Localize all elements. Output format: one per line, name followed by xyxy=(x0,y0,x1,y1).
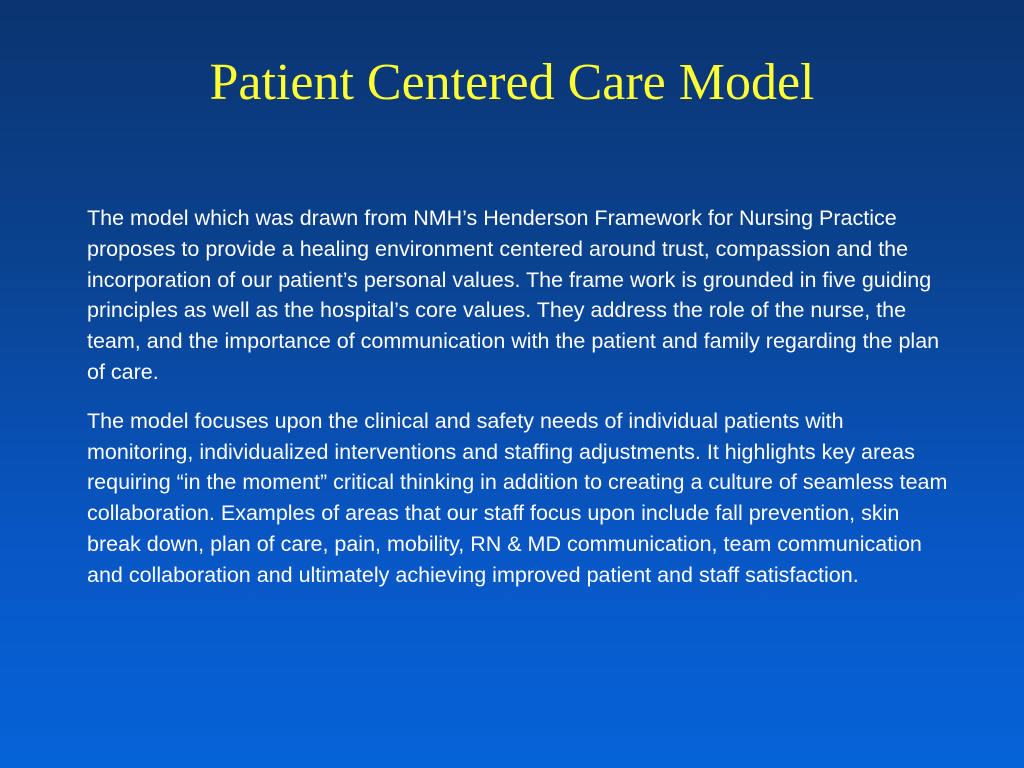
body-paragraph-2: The model focuses upon the clinical and safety needs of individual patients with monitoring, individualized interventions and staffing adjustments. It highlights key areas requiring “in the moment” critical thinking in addition to creating a culture of seamless team collaboration. Examples of areas that our staff focus upon include fall prevention, skin break down, plan of care, pain, mobility, RN & MD communication, team communication and collaboration and ultimately achieving improved patient and staff satisfaction. xyxy=(87,408,948,587)
slide-title: Patient Centered Care Model xyxy=(209,54,815,111)
slide-body xyxy=(87,203,953,609)
body-paragraph-1: The model which was drawn from NMH’s Henderson Framework for Nursing Practice proposes to provide a healing environment centered around trust, compassion and the incorporation of our patient’s personal values. The frame work is grounded in five guiding principles as well as the hospital’s core values. They address the role of the nurse, the team, and the importance of communication with the patient and family regarding the plan of care. xyxy=(87,206,940,384)
